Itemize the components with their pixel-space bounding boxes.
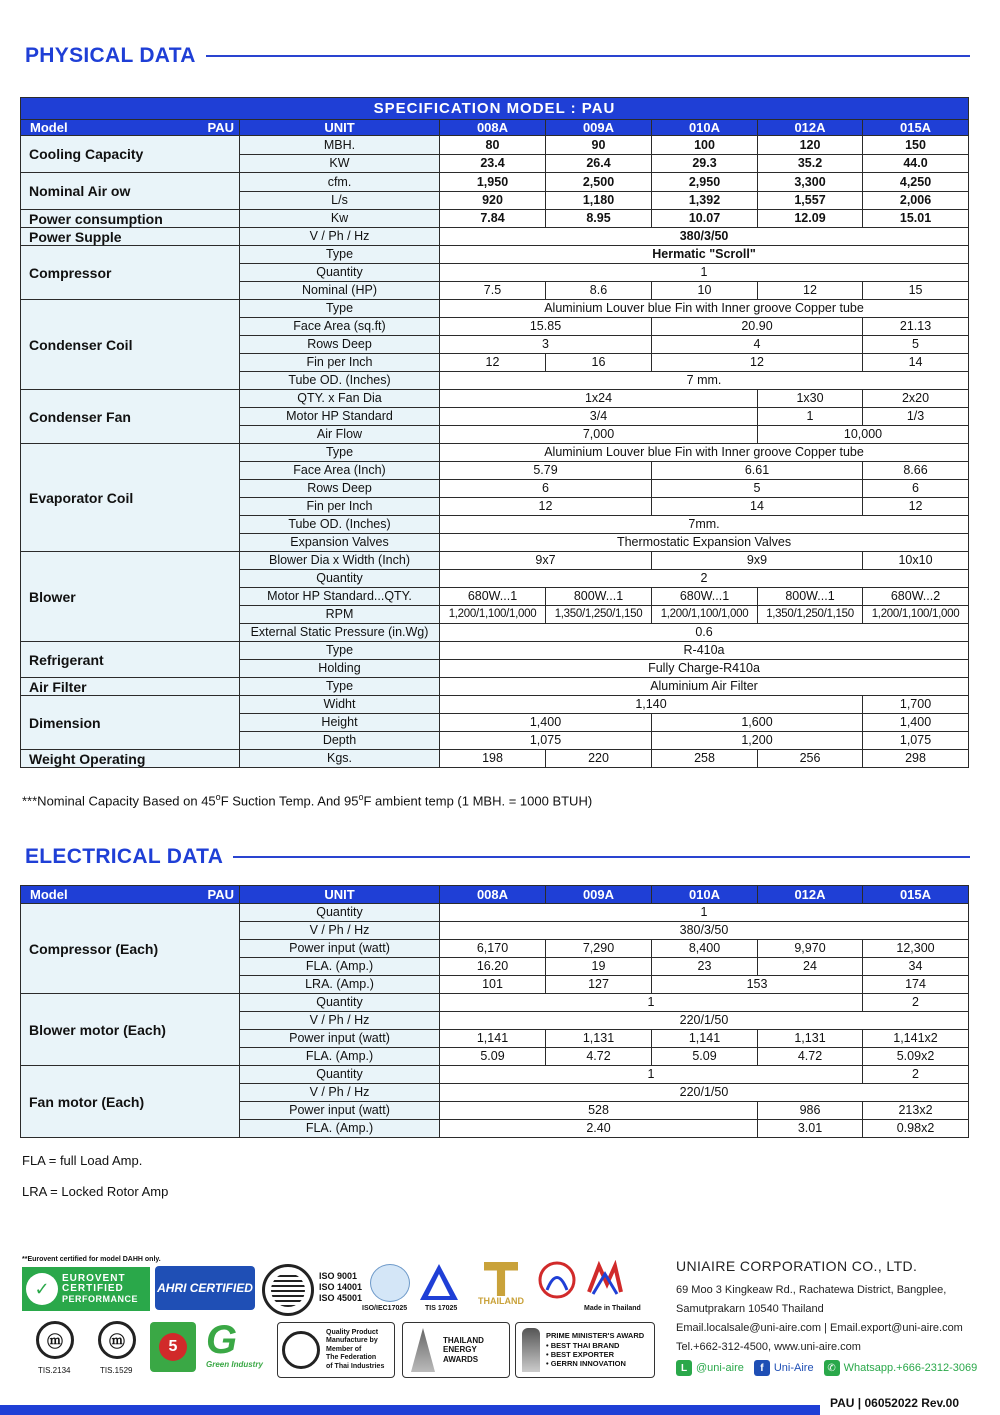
value-cell: 7mm.	[440, 516, 969, 534]
unit-cell: V / Ph / Hz	[240, 922, 440, 940]
globe-icon	[271, 1273, 305, 1307]
unit-cell: V / Ph / Hz	[240, 228, 440, 246]
table-row	[21, 696, 969, 714]
value-cell: 15.01	[863, 210, 969, 228]
whatsapp-icon: ✆	[824, 1360, 840, 1376]
value-cell: 23	[652, 958, 758, 976]
company-info	[676, 1258, 986, 1376]
value-cell: 12	[863, 498, 969, 516]
model-col-010a: 010A	[652, 120, 758, 136]
row-label: Cooling Capacity	[21, 136, 240, 173]
tis-17025-label: TIS 17025	[425, 1305, 458, 1312]
model-col-009a: 009A	[546, 886, 652, 904]
value-cell: 9,970	[758, 940, 863, 958]
value-cell: 1,400	[440, 714, 652, 732]
table-row	[21, 210, 969, 228]
value-cell: 34	[863, 958, 969, 976]
unit-cell: Face Area (Inch)	[240, 462, 440, 480]
value-cell: 10	[652, 282, 758, 300]
row-label: Compressor	[21, 246, 240, 300]
energy-label-5	[150, 1322, 196, 1372]
tis-17025-logo	[418, 1262, 460, 1302]
value-cell: 986	[758, 1102, 863, 1120]
value-cell: 1	[440, 1066, 863, 1084]
unit-cell: Kw	[240, 210, 440, 228]
value-cell: 1x24	[440, 390, 758, 408]
value-cell: 6.61	[652, 462, 863, 480]
value-cell: 24	[758, 958, 863, 976]
unit-cell: Quantity	[240, 570, 440, 588]
table-row	[21, 750, 969, 768]
fti-member-badge: Quality Product Manufacture by Member of The Federation of Thai Industries	[277, 1322, 395, 1378]
unit-cell: Type	[240, 246, 440, 264]
unit-cell: Quantity	[240, 1066, 440, 1084]
table-row	[21, 994, 969, 1012]
row-label: Condenser Fan	[21, 390, 240, 444]
table-row	[21, 173, 969, 192]
model-col-015a: 015A	[863, 120, 969, 136]
unit-cell: Type	[240, 444, 440, 462]
ahri-logo: AHRI CERTIFIED	[155, 1266, 255, 1310]
value-cell: 220/1/50	[440, 1012, 969, 1030]
value-cell: 528	[440, 1102, 758, 1120]
model-col-008a: 008A	[440, 886, 546, 904]
value-cell: 3,300	[758, 173, 863, 192]
value-cell: 100	[652, 136, 758, 155]
value-cell: 1	[440, 994, 863, 1012]
unit-cell: Motor HP Standard	[240, 408, 440, 426]
whatsapp-link[interactable]: Whatsapp.+666-2312-3069	[843, 1362, 978, 1374]
ilac-logo	[370, 1264, 410, 1302]
value-cell: 1,950	[440, 173, 546, 192]
table-row	[21, 552, 969, 570]
electrical-data-heading: ELECTRICAL DATA	[25, 845, 224, 868]
unit-cell: Holding	[240, 660, 440, 678]
unit-cell: External Static Pressure (in.Wg)	[240, 624, 440, 642]
value-cell: 12	[652, 354, 863, 372]
value-cell: 4.72	[758, 1048, 863, 1066]
value-cell: 0.6	[440, 624, 969, 642]
eurovent-text: PERFORMANCE	[62, 1293, 139, 1304]
value-cell: 1	[440, 264, 969, 282]
award-trophy-icon	[522, 1328, 540, 1372]
table-row	[21, 300, 969, 318]
unit-cell: Motor HP Standard...QTY.	[240, 588, 440, 606]
value-cell: 8.95	[546, 210, 652, 228]
unit-cell: LRA. (Amp.)	[240, 976, 440, 994]
value-cell: 7.5	[440, 282, 546, 300]
lra-note: LRA = Locked Rotor Amp	[22, 1184, 169, 1199]
unit-cell: Type	[240, 678, 440, 696]
unit-cell: V / Ph / Hz	[240, 1084, 440, 1102]
value-cell: 26.4	[546, 155, 652, 173]
value-cell: 220	[546, 750, 652, 768]
value-cell: 16	[546, 354, 652, 372]
unit-header: UNIT	[240, 120, 440, 136]
tis-2134-logo: ⓜ	[36, 1321, 74, 1359]
value-cell: Aluminium Louver blue Fin with Inner groove Copper tube	[440, 444, 969, 462]
value-cell: 12	[758, 282, 863, 300]
value-cell: 2,006	[863, 192, 969, 210]
eurovent-text: EUROVENT	[62, 1272, 126, 1284]
company-email[interactable]: Email.localsale@uni-aire.com | Email.export@uni-aire.com	[676, 1322, 963, 1334]
unit-cell: FLA. (Amp.)	[240, 1120, 440, 1138]
value-cell: 2	[440, 570, 969, 588]
value-cell: 1,131	[758, 1030, 863, 1048]
made-in-thailand-label: Made in Thailand	[584, 1305, 641, 1312]
value-cell: 256	[758, 750, 863, 768]
facebook-link[interactable]: Uni-Aire	[773, 1362, 814, 1374]
row-label: Dimension	[21, 696, 240, 750]
value-cell: 4	[652, 336, 863, 354]
tis-2134-label: TIS.2134	[38, 1366, 71, 1375]
thailand-trust-logo: THAILAND	[473, 1262, 529, 1310]
value-cell: 198	[440, 750, 546, 768]
value-cell: 150	[863, 136, 969, 155]
value-cell: 3.01	[758, 1120, 863, 1138]
unit-cell: MBH.	[240, 136, 440, 155]
table-row	[21, 904, 969, 922]
value-cell: 5.09x2	[863, 1048, 969, 1066]
value-cell: 10,000	[758, 426, 969, 444]
value-cell: 12,300	[863, 940, 969, 958]
value-cell: 5.79	[440, 462, 652, 480]
value-cell: Aluminium Louver blue Fin with Inner groove Copper tube	[440, 300, 969, 318]
value-cell: 1/3	[863, 408, 969, 426]
value-cell: 1,350/1,250/1,150	[546, 606, 652, 624]
unit-cell: FLA. (Amp.)	[240, 958, 440, 976]
value-cell: 1,141	[652, 1030, 758, 1048]
fla-note: FLA = full Load Amp.	[22, 1153, 143, 1168]
unit-header: UNIT	[240, 886, 440, 904]
value-cell: 2,950	[652, 173, 758, 192]
document-reference: PAU | 06052022 Rev.00	[830, 1396, 959, 1410]
unit-cell: Rows Deep	[240, 336, 440, 354]
nominal-capacity-note: ***Nominal Capacity Based on 45$^o$F Suction Temp. And 95$^o$F ambient temp (1 MBH. = 1000 BTUH)	[22, 792, 593, 809]
value-cell: 800W...1	[546, 588, 652, 606]
row-label: Air Filter	[21, 678, 240, 696]
value-cell: 1,141	[440, 1030, 546, 1048]
model-col-010a: 010A	[652, 886, 758, 904]
value-cell: 380/3/50	[440, 228, 969, 246]
value-cell: 14	[652, 498, 863, 516]
unit-cell: Power input (watt)	[240, 1030, 440, 1048]
value-cell: 1,200/1,100/1,000	[652, 606, 758, 624]
value-cell: 12	[440, 354, 546, 372]
unit-cell: Depth	[240, 732, 440, 750]
value-cell: 12.09	[758, 210, 863, 228]
energy-number-5: 5	[159, 1333, 187, 1361]
electrical-data-table	[20, 885, 969, 1138]
value-cell: 5.09	[652, 1048, 758, 1066]
unit-cell: Type	[240, 642, 440, 660]
value-cell: 101	[440, 976, 546, 994]
model-col-008a: 008A	[440, 120, 546, 136]
row-label: Evaporator Coil	[21, 444, 240, 552]
value-cell: 8,400	[652, 940, 758, 958]
unit-cell: Height	[240, 714, 440, 732]
unit-cell: Rows Deep	[240, 480, 440, 498]
value-cell: 15.85	[440, 318, 652, 336]
value-cell: Aluminium Air Filter	[440, 678, 969, 696]
unit-cell: Expansion Valves	[240, 534, 440, 552]
value-cell: 9x9	[652, 552, 863, 570]
value-cell: 1,131	[546, 1030, 652, 1048]
value-cell: 1	[758, 408, 863, 426]
value-cell: 3/4	[440, 408, 758, 426]
value-cell: 35.2	[758, 155, 863, 173]
row-label: Nominal Air ow	[21, 173, 240, 210]
value-cell: 1,200	[652, 732, 863, 750]
row-label: Blower motor (Each)	[21, 994, 240, 1066]
value-cell: 7.84	[440, 210, 546, 228]
unit-cell: Fin per Inch	[240, 354, 440, 372]
value-cell: 920	[440, 192, 546, 210]
table-row	[21, 1066, 969, 1084]
masci-logo	[262, 1264, 314, 1316]
row-label: Power Supple	[21, 228, 240, 246]
value-cell: 10x10	[863, 552, 969, 570]
value-cell: 1x30	[758, 390, 863, 408]
unit-cell: Power input (watt)	[240, 1102, 440, 1120]
value-cell: R-410a	[440, 642, 969, 660]
made-in-thailand-logo	[537, 1260, 577, 1300]
unit-cell: Air Flow	[240, 426, 440, 444]
tis-1529-label: TIS.1529	[100, 1366, 133, 1375]
unit-cell: V / Ph / Hz	[240, 1012, 440, 1030]
unit-cell: Nominal (HP)	[240, 282, 440, 300]
value-cell: 680W...1	[440, 588, 546, 606]
value-cell: Thermostatic Expansion Valves	[440, 534, 969, 552]
social-links	[676, 1360, 986, 1376]
value-cell: 220/1/50	[440, 1084, 969, 1102]
value-cell: 7,290	[546, 940, 652, 958]
value-cell: Hermatic "Scroll"	[440, 246, 969, 264]
value-cell: 44.0	[863, 155, 969, 173]
value-cell: 1,350/1,250/1,150	[758, 606, 863, 624]
value-cell: 4.72	[546, 1048, 652, 1066]
value-cell: 213x2	[863, 1102, 969, 1120]
unit-cell: Widht	[240, 696, 440, 714]
thailand-energy-awards-badge: THAILAND ENERGY AWARDS	[402, 1322, 510, 1378]
made-in-thailand-mark	[585, 1260, 625, 1300]
value-cell: 680W...2	[863, 588, 969, 606]
value-cell: 6	[863, 480, 969, 498]
model-header: Model PAU	[21, 120, 240, 136]
unit-cell: Quantity	[240, 904, 440, 922]
physical-data-table	[20, 97, 969, 768]
unit-cell: Tube OD. (Inches)	[240, 372, 440, 390]
tis-1529-logo: ⓜ	[98, 1321, 136, 1359]
trophy-icon	[411, 1328, 435, 1372]
table-row	[21, 228, 969, 246]
title-rule	[233, 856, 970, 858]
model-col-015a: 015A	[863, 886, 969, 904]
row-label: Fan motor (Each)	[21, 1066, 240, 1138]
eurovent-note: **Eurovent certified for model DAHH only.	[22, 1256, 161, 1263]
eurovent-logo	[22, 1267, 150, 1311]
physical-data-title	[25, 41, 970, 71]
unit-cell: Face Area (sq.ft)	[240, 318, 440, 336]
model-header: Model PAU	[21, 886, 240, 904]
value-cell: 20.90	[652, 318, 863, 336]
pm-award-badge: PRIME MINISTER'S AWARD • BEST THAI BRAND • BEST EXPORTER • GERRN INNOVATION	[515, 1322, 655, 1378]
value-cell: 258	[652, 750, 758, 768]
value-cell: 3	[440, 336, 652, 354]
value-cell: 0.98x2	[863, 1120, 969, 1138]
value-cell: 1,400	[863, 714, 969, 732]
value-cell: 16.20	[440, 958, 546, 976]
value-cell: 19	[546, 958, 652, 976]
model-col-009a: 009A	[546, 120, 652, 136]
table-row	[21, 678, 969, 696]
value-cell: 1,392	[652, 192, 758, 210]
spec-model-heading: SPECIFICATION MODEL : PAU	[21, 98, 969, 120]
value-cell: 5.09	[440, 1048, 546, 1066]
value-cell: 298	[863, 750, 969, 768]
value-cell: 14	[863, 354, 969, 372]
table-row	[21, 642, 969, 660]
table-row	[21, 390, 969, 408]
value-cell: 5	[652, 480, 863, 498]
unit-cell: Quantity	[240, 994, 440, 1012]
value-cell: 29.3	[652, 155, 758, 173]
fti-icon	[282, 1331, 320, 1369]
row-label: Blower	[21, 552, 240, 642]
value-cell: 1,557	[758, 192, 863, 210]
unit-cell: cfm.	[240, 173, 440, 192]
unit-cell: RPM	[240, 606, 440, 624]
unit-cell: Quantity	[240, 264, 440, 282]
value-cell: 12	[440, 498, 652, 516]
eurovent-check-icon: ✓	[26, 1273, 58, 1305]
unit-cell: KW	[240, 155, 440, 173]
unit-cell: Type	[240, 300, 440, 318]
table-row	[21, 246, 969, 264]
value-cell: 1,141x2	[863, 1030, 969, 1048]
row-label: Refrigerant	[21, 642, 240, 678]
unit-cell: Blower Dia x Width (Inch)	[240, 552, 440, 570]
row-label: Condenser Coil	[21, 300, 240, 390]
company-address-1: 69 Moo 3 Kingkeaw Rd., Rachatewa District, Bangplee,	[676, 1284, 947, 1296]
value-cell: 2.40	[440, 1120, 758, 1138]
unit-cell: Kgs.	[240, 750, 440, 768]
value-cell: 1,600	[652, 714, 863, 732]
value-cell: 2,500	[546, 173, 652, 192]
value-cell: 2x20	[863, 390, 969, 408]
value-cell: 1,200/1,100/1,000	[863, 606, 969, 624]
line-link[interactable]: @uni-aire	[696, 1362, 744, 1374]
company-address-2: Samutprakarn 10540 Thailand	[676, 1303, 824, 1315]
value-cell: 680W...1	[652, 588, 758, 606]
value-cell: 21.13	[863, 318, 969, 336]
company-tel[interactable]: Tel.+662-312-4500, www.uni-aire.com	[676, 1341, 861, 1353]
footer-bar	[0, 1405, 820, 1415]
row-label: Weight Operating	[21, 750, 240, 768]
value-cell: 8.6	[546, 282, 652, 300]
value-cell: 4,250	[863, 173, 969, 192]
unit-cell: L/s	[240, 192, 440, 210]
title-rule	[206, 55, 970, 57]
value-cell: 380/3/50	[440, 922, 969, 940]
value-cell: 10.07	[652, 210, 758, 228]
value-cell: 2	[863, 994, 969, 1012]
value-cell: 1,075	[863, 732, 969, 750]
model-col-012a: 012A	[758, 886, 863, 904]
unit-cell: QTY. x Fan Dia	[240, 390, 440, 408]
model-col-012a: 012A	[758, 120, 863, 136]
unit-cell: Tube OD. (Inches)	[240, 516, 440, 534]
physical-data-heading: PHYSICAL DATA	[25, 44, 196, 67]
unit-cell: Power input (watt)	[240, 940, 440, 958]
value-cell: 7 mm.	[440, 372, 969, 390]
value-cell: 23.4	[440, 155, 546, 173]
value-cell: 1,700	[863, 696, 969, 714]
facebook-icon: f	[754, 1360, 770, 1376]
value-cell: 7,000	[440, 426, 758, 444]
iso-list: ISO 9001 ISO 14001 ISO 45001	[319, 1271, 363, 1303]
value-cell: 2	[863, 1066, 969, 1084]
eurovent-text: CERTIFIED	[62, 1283, 124, 1295]
value-cell: 6,170	[440, 940, 546, 958]
value-cell: 1,180	[546, 192, 652, 210]
value-cell: Fully Charge-R410a	[440, 660, 969, 678]
value-cell: 120	[758, 136, 863, 155]
value-cell: 1,140	[440, 696, 863, 714]
value-cell: 6	[440, 480, 652, 498]
value-cell: 1,200/1,100/1,000	[440, 606, 546, 624]
unit-cell: Fin per Inch	[240, 498, 440, 516]
table-row	[21, 444, 969, 462]
value-cell: 800W...1	[758, 588, 863, 606]
value-cell: 127	[546, 976, 652, 994]
table-row	[21, 136, 969, 155]
company-name: UNIAIRE CORPORATION CO., LTD.	[676, 1258, 918, 1274]
value-cell: 80	[440, 136, 546, 155]
row-label: Compressor (Each)	[21, 904, 240, 994]
row-label: Power consumption	[21, 210, 240, 228]
unit-cell: FLA. (Amp.)	[240, 1048, 440, 1066]
value-cell: 15	[863, 282, 969, 300]
electrical-data-title	[25, 842, 970, 872]
value-cell: 9x7	[440, 552, 652, 570]
line-icon: L	[676, 1360, 692, 1376]
value-cell: 8.66	[863, 462, 969, 480]
value-cell: 1,075	[440, 732, 652, 750]
value-cell: 174	[863, 976, 969, 994]
green-industry-logo: G Green Industry	[206, 1318, 263, 1369]
value-cell: 1	[440, 904, 969, 922]
value-cell: 5	[863, 336, 969, 354]
value-cell: 90	[546, 136, 652, 155]
iso17025-label: ISO/IEC17025	[362, 1305, 408, 1312]
value-cell: 153	[652, 976, 863, 994]
